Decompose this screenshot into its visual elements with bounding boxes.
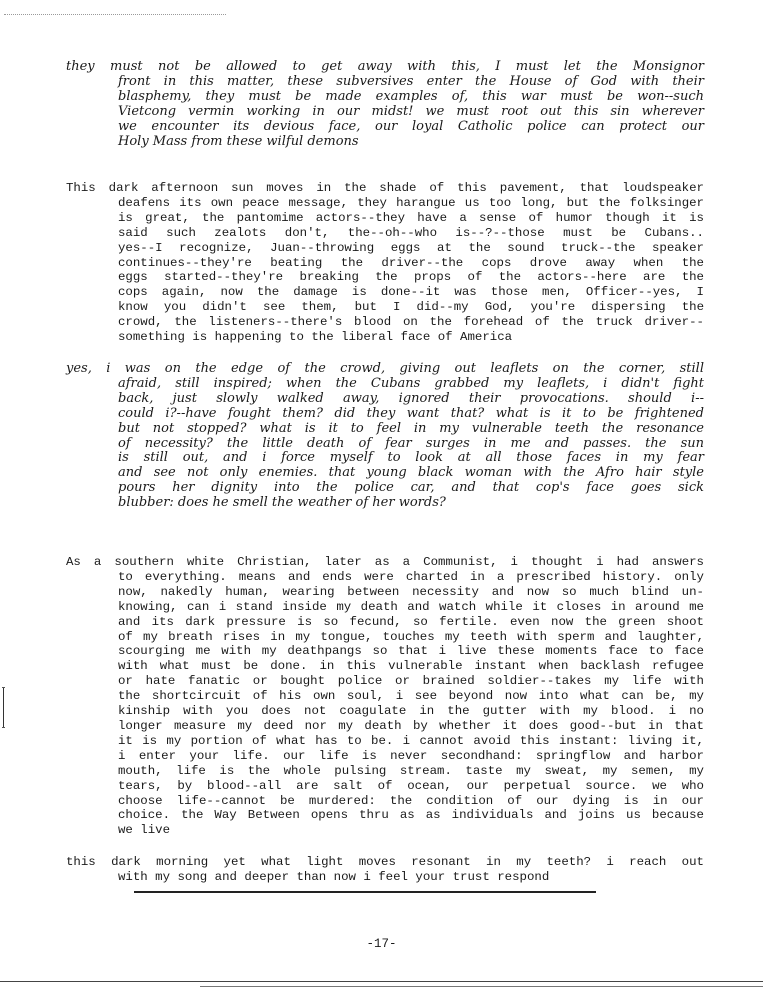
text-line: or hate fanatic or bought police or brained soldier--takes my life with [118, 674, 704, 689]
text-line: is still out, and i force myself to look at all those faces in my fear [118, 450, 704, 466]
text-line: choose life--cannot be murdered: the condition of our dying is in our [118, 793, 704, 808]
text-line: knowing, can i stand inside my death and watch while it closes in around me [118, 599, 704, 614]
text-line: the shortcircuit of his own soul, i see beyond now into what can be, my [118, 689, 704, 704]
top-dotted-rule [4, 14, 226, 15]
text-line: something is happening to the liberal face of America [118, 330, 513, 345]
bottom-edge-rule-secondary [200, 986, 763, 987]
margin-tick-mark [2, 727, 5, 728]
text-line: crowd, the listeners--there's blood on the forehead of the truck driver-- [118, 315, 704, 330]
bottom-edge-rule [0, 981, 763, 982]
text-line: cops again, now the damage is done--it was those men, Officer--yes, I [118, 285, 704, 300]
text-line: continues--they're beating the driver--the cops drove away when the [118, 255, 704, 270]
paragraph-p2 [66, 181, 704, 345]
text-line: i enter your life. our life is never secondhand: springflow and harbor [118, 748, 704, 763]
text-line: we encounter its devious face, our loyal Catholic police can protect our [118, 118, 704, 134]
text-line: scourging me with my deathpangs so that i live these moments face to face [118, 644, 704, 659]
text-line: they must not be allowed to get away with this, I must let the Monsignor [66, 59, 704, 74]
text-line: said such zealots don't, the--oh--who is--?--those must be Cubans.. [118, 225, 704, 240]
page-number: -17- [366, 937, 397, 951]
text-line: to everything. means and ends were charted in a prescribed history. only [118, 569, 704, 584]
text-line: with what must be done. in this vulnerable instant when backlash refugee [118, 659, 704, 674]
text-line: longer measure my deed nor my death by whether it does good--but in that [118, 718, 704, 733]
text-line: yes--I recognize, Juan--throwing eggs at the sound truck--the speaker [118, 240, 704, 255]
text-line: pours her dignity into the police car, and that cop's face goes sick [118, 480, 704, 496]
text-line: front in this matter, these subversives enter the House of God with their [118, 73, 704, 89]
text-line: of my breath rises in my tongue, touches my teeth with sperm and laughter, [118, 629, 704, 644]
text-line: choice. the Way Between opens thru as as individuals and joins us because [118, 808, 704, 823]
margin-tick-mark [2, 687, 5, 688]
text-line: with my song and deeper than now i feel your trust respond [118, 869, 550, 884]
text-line: is great, the pantomime actors--they have a sense of humor though it is [118, 210, 704, 225]
paragraph-p1 [66, 60, 704, 149]
text-line: eggs started--they're breaking the props of the actors--here are the [118, 270, 704, 285]
text-line: As a southern white Christian, later as a Communist, i thought i had answers [66, 555, 704, 569]
text-line: Vietcong vermin working in our midst! we must root out this sin wherever [118, 103, 704, 119]
text-line: back, just slowly walked away, ignored their provocations. should i-- [118, 390, 704, 406]
text-line: Holy Mass from these wilful demons [118, 133, 359, 149]
text-line: yes, i was on the edge of the crowd, giving out leaflets on the corner, still [66, 361, 704, 376]
text-line: blasphemy, they must be made examples of, this war must be won--such [118, 88, 704, 104]
paragraph-p4 [66, 555, 704, 838]
text-line: we live [118, 823, 171, 838]
text-line: kinship with you does not coagulate in the gutter with my blood. i no [118, 704, 704, 719]
text-line: know you didn't see them, but I did--my God, you're dispersing the [118, 300, 704, 315]
text-line: could i?--have fought them? did they want that? what is it to be frightened [118, 405, 704, 421]
text-line: but not stopped? what is it to feel in my vulnerable teeth the resonance [118, 420, 704, 436]
paragraph-p3 [66, 362, 704, 511]
margin-bracket-mark [3, 688, 5, 728]
text-line: tears, by blood--all are salt of ocean, our perpetual source. we who [118, 778, 704, 793]
text-line: and its dark pressure is so fecund, so fertile. even now the green shoot [118, 614, 704, 629]
closing-rule [134, 891, 596, 893]
text-line: deafens its own peace message, they harangue us too long, but the folksinger [118, 195, 704, 210]
text-line: This dark afternoon sun moves in the shade of this pavement, that loudspeaker [66, 181, 704, 195]
text-line: of necessity? the little death of fear surges in me and passes. the sun [118, 435, 704, 451]
text-line: now, nakedly human, wearing between necessity and now so much blind un- [118, 584, 704, 599]
text-line: and see not only enemies. that young black woman with the Afro hair style [118, 465, 704, 481]
text-line: blubber: does he smell the weather of her words? [118, 495, 446, 511]
paragraph-p5 [66, 855, 704, 885]
text-line: mouth, life is the whole pulsing stream. taste my sweat, my semen, my [118, 763, 704, 778]
text-line: afraid, still inspired; when the Cubans grabbed my leaflets, i didn't fight [118, 375, 704, 391]
text-line: it is my portion of what has to be. i cannot avoid this instant: living it, [118, 733, 704, 748]
text-line: this dark morning yet what light moves resonant in my teeth? i reach out [66, 855, 704, 869]
